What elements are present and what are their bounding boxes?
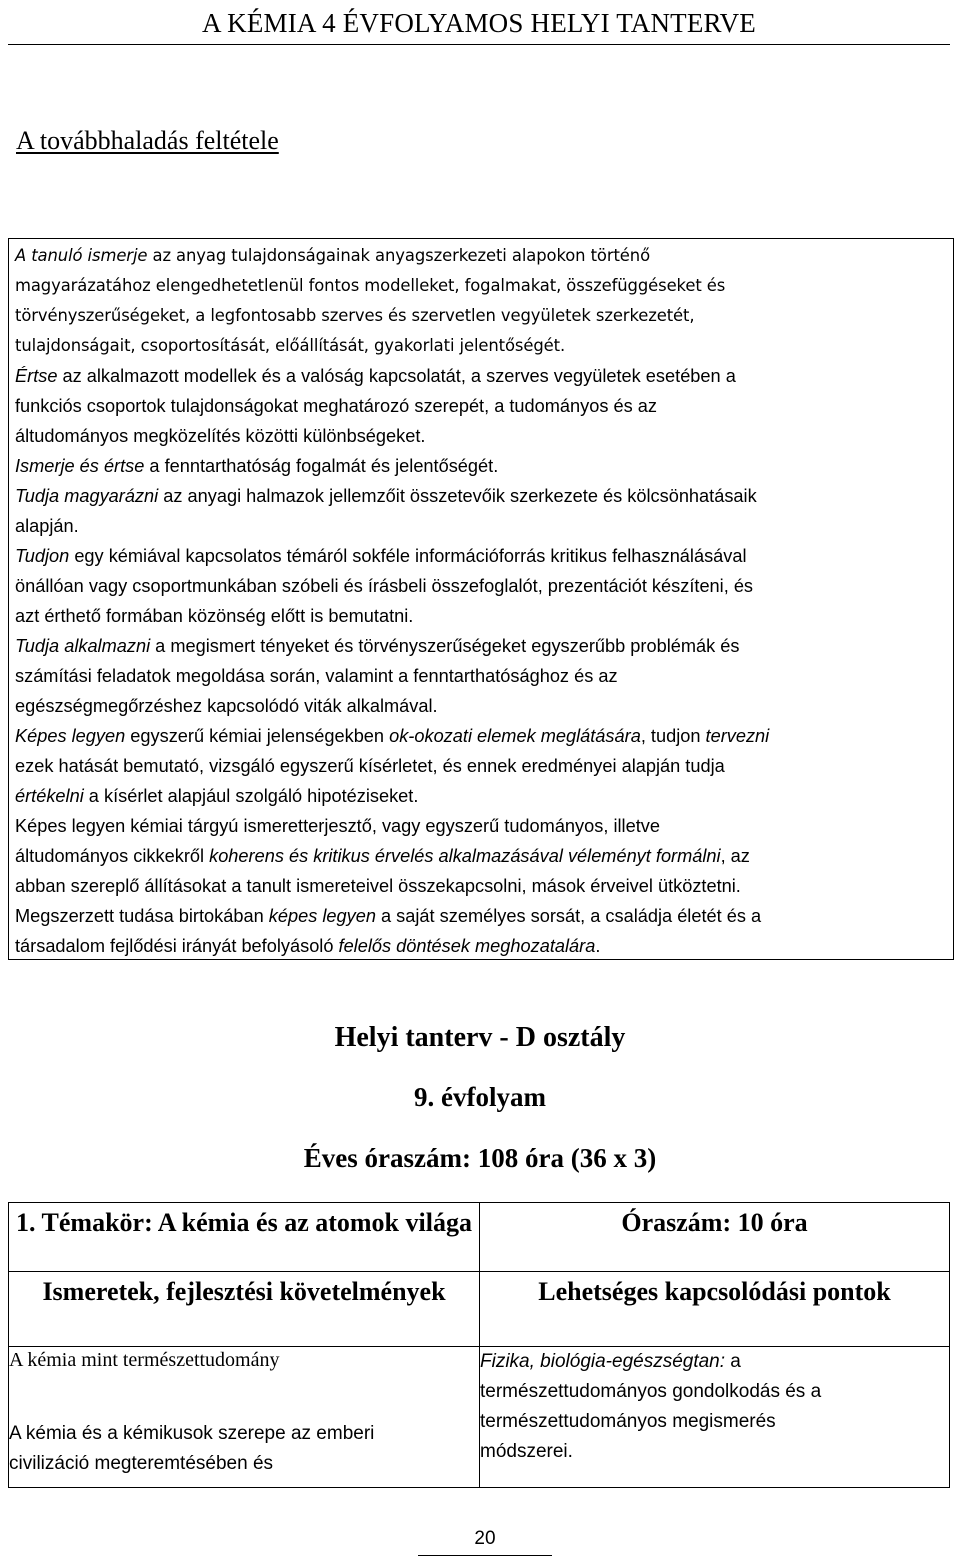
req-line: áltudományos megközelítés közötti különbségeket. bbox=[15, 426, 426, 446]
col-left-head: Ismeretek, fejlesztési követelmények bbox=[42, 1277, 446, 1306]
req-line: Képes legyen egyszerű kémiai jelenségekben ok-okozati elemek meglátására, tudjon tervezni bbox=[15, 726, 770, 746]
req-line: törvényszerűségeket, a legfontosabb szerves és szervetlen vegyületek szerkezetét, bbox=[15, 306, 695, 325]
col-right-head: Lehetséges kapcsolódási pontok bbox=[538, 1277, 891, 1306]
table-row bbox=[9, 1347, 950, 1488]
req-line: A tanuló ismerje az anyag tulajdonságainak anyagszerkezeti alapokon történő bbox=[15, 246, 651, 265]
grade-title: 9. évfolyam bbox=[414, 1082, 546, 1112]
col-right-head-cell bbox=[480, 1272, 950, 1347]
req-line: Megszerzett tudása birtokában képes legyen a saját személyes sorsát, a családja életét és a bbox=[15, 906, 762, 926]
req-line: tulajdonságait, csoportosítását, előállítását, gyakorlati jelentőségét. bbox=[15, 336, 566, 355]
connection-item: Fizika, biológia-egészségtan: a bbox=[480, 1351, 741, 1372]
annual-hours: Éves óraszám: 108 óra (36 x 3) bbox=[303, 1143, 657, 1173]
req-line: egészségmegőrzéshez kapcsolódó viták alkalmával. bbox=[15, 696, 438, 716]
req-line: Tudjon egy kémiával kapcsolatos témáról sokféle információforrás kritikus felhasználásával bbox=[15, 546, 747, 566]
section-heading: A továbbhaladás feltétele bbox=[16, 126, 279, 155]
req-line: abban szereplő állításokat a tanult ismereteivel összekapcsolni, mások érveivel ütköztetni. bbox=[15, 876, 741, 896]
topic-title: 1. Témakör: A kémia és az atomok világa bbox=[16, 1208, 472, 1237]
req-line: áltudományos cikkekről koherens és kritikus érvelés alkalmazásával véleményt formálni, az bbox=[15, 846, 750, 866]
connection-item: természettudományos gondolkodás és a bbox=[480, 1381, 822, 1402]
requirements-box bbox=[8, 238, 954, 960]
req-line: magyarázatához elengedhetetlenül fontos modelleket, fogalmakat, összefüggéseket és bbox=[15, 276, 726, 295]
document-title: A KÉMIA 4 ÉVFOLYAMOS HELYI TANTERVE bbox=[201, 8, 756, 38]
table-row bbox=[9, 1203, 950, 1272]
req-line: értékelni a kísérlet alapjául szolgáló hipotéziseket. bbox=[15, 786, 419, 806]
connection-item: természettudományos megismerés bbox=[480, 1411, 776, 1432]
req-line: ezek hatását bemutató, vizsgáló egyszerű kísérletet, és ennek eredményei alapján tudja bbox=[15, 756, 725, 776]
req-line: Ismerje és értse a fenntarthatóság fogalmát és jelentőségét. bbox=[15, 456, 499, 476]
req-line: Értse az alkalmazott modellek és a valóság kapcsolatát, a szerves vegyületek esetében a bbox=[15, 366, 736, 386]
req-line: funkciós csoportok tulajdonságokat meghatározó szerepét, a tudományos és az bbox=[15, 396, 657, 416]
req-line: önállóan vagy csoportmunkában szóbeli és írásbeli összefoglalót, prezentációt készíteni, és bbox=[15, 576, 754, 596]
req-line: társadalom fejlődési irányát befolyásoló felelős döntések meghozatalára. bbox=[15, 936, 601, 956]
req-line: azt érthető formában közönség előtt is bemutatni. bbox=[15, 606, 414, 626]
connections-cell bbox=[480, 1347, 950, 1488]
req-line: számítási feladatok megoldása során, valamint a fenntarthatósághoz és az bbox=[15, 666, 618, 686]
connection-item: módszerei. bbox=[480, 1441, 573, 1462]
page-number: 20 bbox=[474, 1528, 496, 1549]
knowledge-cell bbox=[9, 1347, 480, 1488]
curriculum-table bbox=[8, 1202, 950, 1488]
table-row bbox=[9, 1272, 950, 1347]
hours-cell bbox=[480, 1203, 950, 1272]
hours-title: Óraszám: 10 óra bbox=[621, 1208, 808, 1237]
knowledge-item: A kémia és a kémikusok szerepe az emberi bbox=[9, 1423, 375, 1444]
knowledge-item: A kémia mint természettudomány bbox=[9, 1349, 280, 1371]
req-line: Tudja magyarázni az anyagi halmazok jellemzőit összetevőik szerkezete és kölcsönhatásaik bbox=[15, 486, 757, 506]
page-header bbox=[8, 4, 950, 45]
req-line: Képes legyen kémiai tárgyú ismeretterjesztő, vagy egyszerű tudományos, illetve bbox=[15, 816, 660, 836]
page-number-rule bbox=[418, 1555, 552, 1556]
req-line: alapján. bbox=[15, 516, 79, 536]
knowledge-item: civilizáció megteremtésében és bbox=[9, 1453, 274, 1474]
col-left-head-cell bbox=[9, 1272, 480, 1347]
topic-cell bbox=[9, 1203, 480, 1272]
req-line: Tudja alkalmazni a megismert tényeket és törvényszerűségeket egyszerűbb problémák és bbox=[15, 636, 740, 656]
plan-title: Helyi tanterv - D osztály bbox=[334, 1022, 626, 1053]
